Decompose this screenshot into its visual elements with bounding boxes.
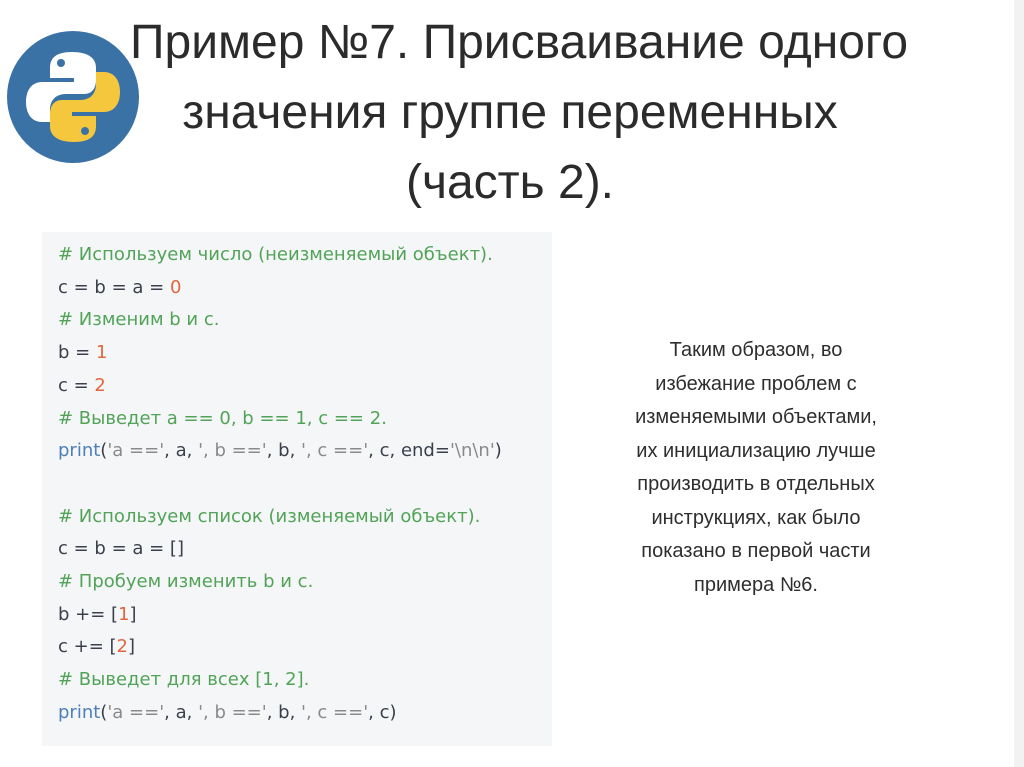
code-builtin: print <box>58 440 101 462</box>
code-token: ) <box>494 440 502 462</box>
code-line <box>58 338 107 368</box>
explanation-line: инструкциях, как было <box>651 506 861 529</box>
code-number: 1 <box>118 603 130 625</box>
code-token: ( <box>100 440 108 462</box>
code-string: ', b ==' <box>198 701 267 723</box>
explanation-line: их инициализацию лучше <box>636 439 876 462</box>
code-token: c += [ <box>58 636 117 658</box>
code-line <box>58 502 480 532</box>
code-comment: # Изменим b и c. <box>58 309 220 331</box>
explanation-line: изменяемыми объектами, <box>635 406 877 428</box>
slide-edge-strip <box>1014 0 1024 767</box>
code-number: 2 <box>94 374 106 396</box>
code-token: , b, <box>266 701 302 723</box>
explanation-line: производить в отдельных <box>637 473 875 495</box>
code-token: ( <box>100 701 108 723</box>
code-comment: # Пробуем изменить b и c. <box>58 571 314 592</box>
code-builtin: print <box>58 701 101 723</box>
explanation-line: Таким образом, во <box>669 339 843 361</box>
slide-title <box>130 8 909 218</box>
code-line <box>58 404 387 434</box>
code-line <box>58 600 137 630</box>
code-token: c = <box>58 374 95 396</box>
code-number: 1 <box>95 342 108 364</box>
code-line <box>58 534 184 564</box>
explanation-line: избежание проблем с <box>655 372 857 395</box>
code-token: , c) <box>368 701 397 723</box>
code-comment: # Выведет a == 0, b == 1, c == 2. <box>58 407 387 429</box>
code-token: , a, <box>164 701 199 723</box>
code-token: , a, <box>164 440 199 462</box>
code-token: , c, end= <box>368 440 450 462</box>
code-string: ', b ==' <box>198 440 267 462</box>
code-line <box>58 273 181 303</box>
code-token: , b, <box>266 440 302 462</box>
code-number: 2 <box>116 636 128 658</box>
code-line <box>58 371 106 401</box>
code-line <box>58 436 502 466</box>
slide-title-line: Пример №7. Присваивание одного <box>130 16 909 69</box>
explanation-line: примера №6. <box>694 573 818 596</box>
code-token: b = <box>58 342 96 364</box>
code-number: 0 <box>169 276 182 298</box>
code-line <box>58 240 493 270</box>
code-comment: # Используем список (изменяемый объект). <box>58 505 481 527</box>
code-token: ] <box>127 636 136 658</box>
code-line <box>58 567 313 597</box>
code-token: ] <box>129 603 137 625</box>
code-token: c = b = a = [] <box>58 538 184 560</box>
code-token: b += [ <box>58 603 119 625</box>
code-token: c = b = a = <box>58 276 170 298</box>
code-string: '\n\n' <box>449 440 495 462</box>
code-string: ', c ==' <box>301 701 369 723</box>
slide-title-line: значения группе переменных <box>182 86 838 139</box>
code-line <box>58 698 397 728</box>
code-comment: # Выведет для всех [1, 2]. <box>58 669 310 691</box>
code-line <box>58 632 135 662</box>
code-string: 'a ==' <box>107 440 165 462</box>
code-string: 'a ==' <box>107 701 165 723</box>
explanation-text <box>592 334 920 602</box>
python-logo-icon <box>6 30 140 164</box>
code-string: ', c ==' <box>301 440 369 462</box>
explanation-line: показано в первой части <box>641 540 871 562</box>
code-block <box>42 232 552 746</box>
slide-title-line: (часть 2). <box>405 156 615 209</box>
code-line <box>58 665 309 695</box>
code-line <box>58 305 219 335</box>
code-comment: # Используем число (неизменяемый объект). <box>58 244 493 265</box>
